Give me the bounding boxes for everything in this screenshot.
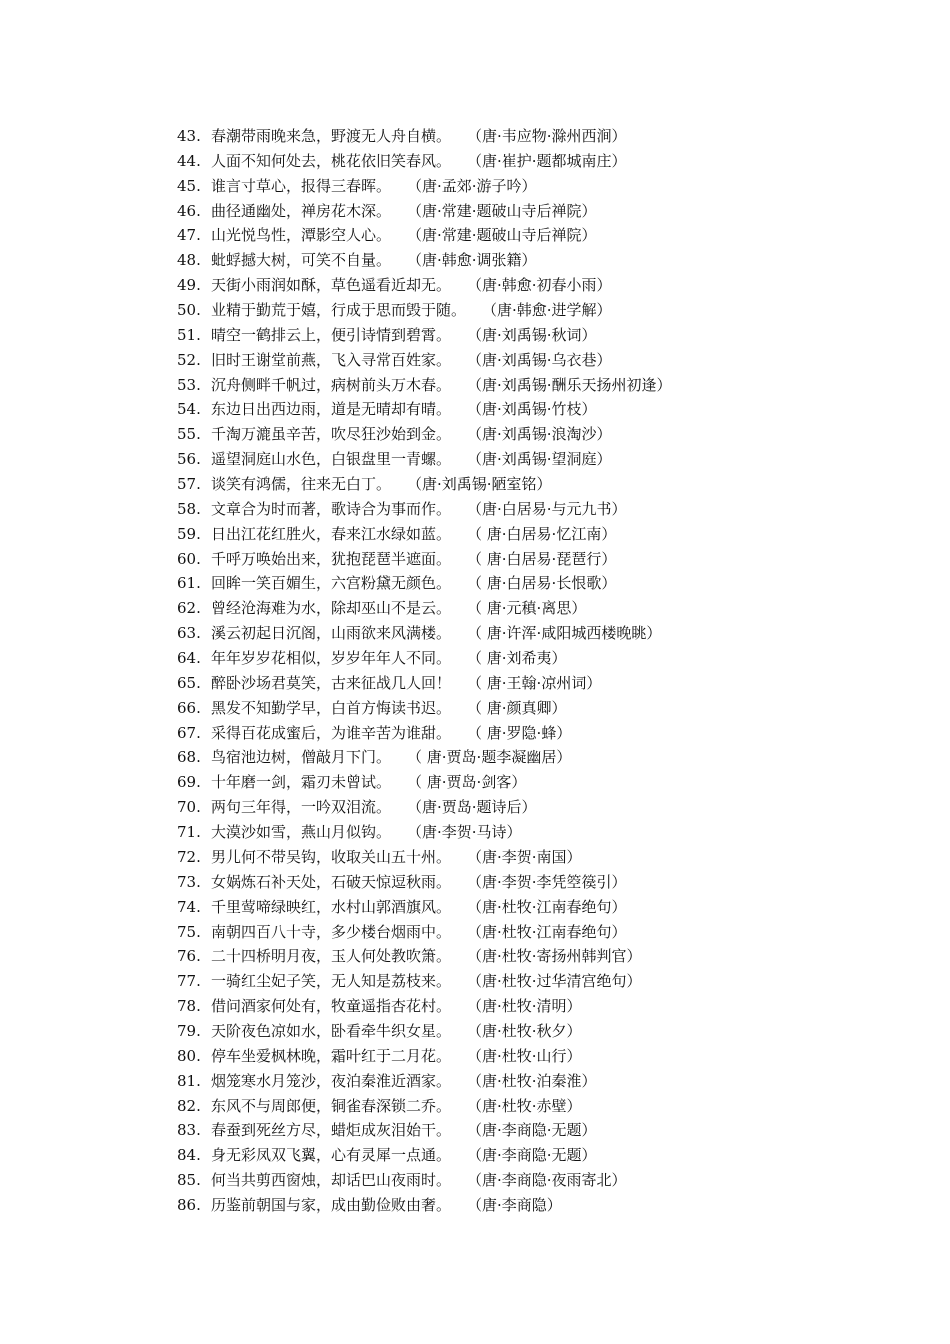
verse-text: 东边日出西边雨，道是无晴却有晴。 bbox=[211, 400, 452, 419]
verse-source: （唐·常建·题破山寺后禅院） bbox=[407, 226, 597, 245]
verse-source: （唐·杜牧·泊秦淮） bbox=[467, 1071, 597, 1090]
verse-source: （ 唐·白居易·长恨歌） bbox=[467, 574, 617, 593]
line-number: 86. bbox=[177, 1195, 201, 1214]
verse-source: （ 唐·元稹·离思） bbox=[467, 599, 587, 618]
verse-source: （唐·常建·题破山寺后禅院） bbox=[407, 201, 597, 220]
list-item bbox=[177, 646, 917, 671]
line-number: 70. bbox=[177, 798, 201, 817]
verse-source: （唐·杜牧·山行） bbox=[467, 1046, 582, 1065]
list-item bbox=[177, 795, 917, 820]
verse-text: 女娲炼石补天处，石破天惊逗秋雨。 bbox=[211, 872, 452, 891]
verse-text: 千里莺啼绿映红，水村山郭酒旗风。 bbox=[211, 897, 452, 916]
list-item bbox=[177, 472, 917, 497]
line-number: 66. bbox=[177, 698, 201, 717]
line-number: 63. bbox=[177, 624, 201, 643]
verse-source: （唐·李贺·南国） bbox=[467, 847, 582, 866]
list-item bbox=[177, 1118, 917, 1143]
verse-text: 春蚕到死丝方尽，蜡炬成灰泪始干。 bbox=[211, 1121, 452, 1140]
verse-text: 日出江花红胜火，春来江水绿如蓝。 bbox=[211, 524, 452, 543]
line-number: 59. bbox=[177, 524, 201, 543]
line-number: 83. bbox=[177, 1121, 201, 1140]
verse-source: （唐·刘禹锡·陋室铭） bbox=[407, 475, 552, 494]
verse-text: 天阶夜色凉如水，卧看牵牛织女星。 bbox=[211, 1021, 452, 1040]
list-item bbox=[177, 944, 917, 969]
line-number: 68. bbox=[177, 748, 201, 767]
list-item bbox=[177, 522, 917, 547]
list-item bbox=[177, 348, 917, 373]
verse-source: （唐·韩愈·调张籍） bbox=[407, 251, 537, 270]
list-item bbox=[177, 248, 917, 273]
verse-source: （唐·贾岛·题诗后） bbox=[407, 798, 537, 817]
list-item bbox=[177, 497, 917, 522]
line-number: 47. bbox=[177, 226, 201, 245]
line-number: 81. bbox=[177, 1071, 201, 1090]
verse-text: 曲径通幽处，禅房花木深。 bbox=[211, 201, 392, 220]
verse-text: 醉卧沙场君莫笑，古来征战几人回！ bbox=[211, 673, 452, 692]
verse-text: 谁言寸草心，报得三春晖。 bbox=[211, 176, 392, 195]
verse-source: （ 唐·许浑·咸阳城西楼晚眺） bbox=[467, 624, 662, 643]
verse-source: （唐·韦应物·滁州西涧） bbox=[467, 127, 627, 145]
verse-text: 溪云初起日沉阁，山雨欲来风满楼。 bbox=[211, 624, 452, 643]
list-item bbox=[177, 920, 917, 945]
verse-text: 男儿何不带吴钩，收取关山五十州。 bbox=[211, 847, 452, 866]
verse-text: 大漠沙如雪，燕山月似钩。 bbox=[211, 823, 392, 842]
verse-text: 蚍蜉撼大树，可笑不自量。 bbox=[211, 251, 392, 270]
verse-text: 东风不与周郎便，铜雀春深锁二乔。 bbox=[211, 1096, 452, 1115]
verse-text: 文章合为时而著，歌诗合为事而作。 bbox=[211, 499, 452, 518]
line-number: 46. bbox=[177, 201, 201, 220]
line-number: 50. bbox=[177, 301, 201, 320]
verse-text: 春潮带雨晚来急，野渡无人舟自横。 bbox=[211, 127, 452, 145]
verse-source: （ 唐·白居易·忆江南） bbox=[467, 524, 617, 543]
verse-source: （唐·白居易·与元九书） bbox=[467, 499, 627, 518]
verse-text: 山光悦鸟性，潭影空人心。 bbox=[211, 226, 392, 245]
list-item bbox=[177, 124, 917, 149]
list-item bbox=[177, 895, 917, 920]
list-item bbox=[177, 223, 917, 248]
verse-source: （唐·李商隐·夜雨寄北） bbox=[467, 1171, 627, 1190]
verse-source: （唐·韩愈·进学解） bbox=[482, 301, 612, 320]
line-number: 72. bbox=[177, 847, 201, 866]
verse-source: （唐·刘禹锡·望洞庭） bbox=[467, 450, 612, 469]
list-item bbox=[177, 1143, 917, 1168]
verse-source: （唐·杜牧·秋夕） bbox=[467, 1021, 582, 1040]
line-number: 64. bbox=[177, 649, 201, 668]
verse-source: （唐·孟郊·游子吟） bbox=[407, 176, 537, 195]
verse-text: 烟笼寒水月笼沙，夜泊秦淮近酒家。 bbox=[211, 1071, 452, 1090]
verse-source: （唐·李商隐） bbox=[467, 1195, 562, 1214]
verse-text: 年年岁岁花相似，岁岁年年人不同。 bbox=[211, 649, 452, 668]
verse-text: 二十四桥明月夜，玉人何处教吹箫。 bbox=[211, 947, 452, 966]
list-item bbox=[177, 422, 917, 447]
line-number: 57. bbox=[177, 475, 201, 494]
list-item bbox=[177, 199, 917, 224]
list-item bbox=[177, 671, 917, 696]
verse-source: （ 唐·颜真卿） bbox=[467, 698, 567, 717]
verse-source: （唐·刘禹锡·秋词） bbox=[467, 325, 597, 344]
line-number: 56. bbox=[177, 450, 201, 469]
list-item bbox=[177, 447, 917, 472]
verse-text: 十年磨一剑，霜刃未曾试。 bbox=[211, 773, 392, 792]
verse-text: 黑发不知勤学早，白首方悔读书迟。 bbox=[211, 698, 452, 717]
line-number: 75. bbox=[177, 922, 201, 941]
line-number: 54. bbox=[177, 400, 201, 419]
list-item bbox=[177, 994, 917, 1019]
list-item bbox=[177, 1193, 917, 1218]
verse-source: （唐·李贺·马诗） bbox=[407, 823, 522, 842]
verse-source: （唐·杜牧·清明） bbox=[467, 997, 582, 1016]
line-number: 55. bbox=[177, 425, 201, 444]
verse-text: 采得百花成蜜后，为谁辛苦为谁甜。 bbox=[211, 723, 452, 742]
verse-text: 遥望洞庭山水色，白银盘里一青螺。 bbox=[211, 450, 452, 469]
list-item bbox=[177, 721, 917, 746]
verse-text: 天街小雨润如酥，草色遥看近却无。 bbox=[211, 276, 452, 295]
line-number: 84. bbox=[177, 1146, 201, 1165]
verse-text: 业精于勤荒于嬉，行成于思而毁于随。 bbox=[211, 301, 467, 320]
verse-text: 历鉴前朝国与家，成由勤俭败由奢。 bbox=[211, 1195, 452, 1214]
list-item bbox=[177, 571, 917, 596]
list-item bbox=[177, 373, 917, 398]
list-item bbox=[177, 820, 917, 845]
list-item bbox=[177, 1094, 917, 1119]
list-item bbox=[177, 1069, 917, 1094]
verse-source: （唐·杜牧·赤壁） bbox=[467, 1096, 582, 1115]
list-item bbox=[177, 745, 917, 770]
list-item bbox=[177, 547, 917, 572]
list-item bbox=[177, 323, 917, 348]
list-item bbox=[177, 969, 917, 994]
line-number: 85. bbox=[177, 1171, 201, 1190]
list-item bbox=[177, 397, 917, 422]
line-number: 67. bbox=[177, 723, 201, 742]
verse-text: 旧时王谢堂前燕，飞入寻常百姓家。 bbox=[211, 350, 452, 369]
verse-source: （唐·杜牧·过华清宫绝句） bbox=[467, 972, 642, 991]
line-number: 45. bbox=[177, 176, 201, 195]
list-item bbox=[177, 1019, 917, 1044]
line-number: 60. bbox=[177, 549, 201, 568]
verse-source: （ 唐·贾岛·剑客） bbox=[407, 773, 527, 792]
verse-text: 回眸一笑百媚生，六宫粉黛无颜色。 bbox=[211, 574, 452, 593]
verse-source: （唐·李商隐·无题） bbox=[467, 1121, 597, 1140]
line-number: 43. bbox=[177, 127, 201, 145]
line-number: 69. bbox=[177, 773, 201, 792]
line-number: 79. bbox=[177, 1021, 201, 1040]
verse-source: （ 唐·白居易·琵琶行） bbox=[467, 549, 617, 568]
list-item bbox=[177, 298, 917, 323]
verse-source: （ 唐·刘希夷） bbox=[467, 649, 567, 668]
verse-source: （ 唐·王翰·凉州词） bbox=[467, 673, 602, 692]
line-number: 52. bbox=[177, 350, 201, 369]
line-number: 73. bbox=[177, 872, 201, 891]
verse-text: 鸟宿池边树，僧敲月下门。 bbox=[211, 748, 392, 767]
verse-text: 沉舟侧畔千帆过，病树前头万木春。 bbox=[211, 375, 452, 394]
line-number: 51. bbox=[177, 325, 201, 344]
line-number: 58. bbox=[177, 499, 201, 518]
line-number: 77. bbox=[177, 972, 201, 991]
verse-source: （唐·刘禹锡·竹枝） bbox=[467, 400, 597, 419]
list-item bbox=[177, 621, 917, 646]
line-number: 80. bbox=[177, 1046, 201, 1065]
line-number: 76. bbox=[177, 947, 201, 966]
line-number: 82. bbox=[177, 1096, 201, 1115]
line-number: 49. bbox=[177, 276, 201, 295]
verse-source: （唐·崔护·题都城南庄） bbox=[467, 151, 627, 170]
list-item bbox=[177, 1168, 917, 1193]
list-item bbox=[177, 174, 917, 199]
verse-source: （唐·韩愈·初春小雨） bbox=[467, 276, 612, 295]
verse-text: 人面不知何处去，桃花依旧笑春风。 bbox=[211, 151, 452, 170]
verse-source: （唐·刘禹锡·酬乐天扬州初逢） bbox=[467, 375, 672, 394]
line-number: 61. bbox=[177, 574, 201, 593]
poem-list bbox=[177, 124, 917, 1218]
verse-text: 千呼万唤始出来，犹抱琵琶半遮面。 bbox=[211, 549, 452, 568]
verse-text: 两句三年得，一吟双泪流。 bbox=[211, 798, 392, 817]
line-number: 44. bbox=[177, 151, 201, 170]
verse-source: （唐·杜牧·寄扬州韩判官） bbox=[467, 947, 642, 966]
line-number: 53. bbox=[177, 375, 201, 394]
line-number: 62. bbox=[177, 599, 201, 618]
list-item bbox=[177, 1044, 917, 1069]
line-number: 65. bbox=[177, 673, 201, 692]
verse-text: 南朝四百八十寺，多少楼台烟雨中。 bbox=[211, 922, 452, 941]
list-item bbox=[177, 696, 917, 721]
line-number: 74. bbox=[177, 897, 201, 916]
verse-source: （唐·刘禹锡·浪淘沙） bbox=[467, 425, 612, 444]
line-number: 78. bbox=[177, 997, 201, 1016]
verse-source: （唐·李商隐·无题） bbox=[467, 1146, 597, 1165]
line-number: 71. bbox=[177, 823, 201, 842]
verse-text: 晴空一鹤排云上，便引诗情到碧霄。 bbox=[211, 325, 452, 344]
verse-source: （唐·杜牧·江南春绝句） bbox=[467, 922, 627, 941]
verse-text: 何当共剪西窗烛，却话巴山夜雨时。 bbox=[211, 1171, 452, 1190]
verse-source: （ 唐·罗隐·蜂） bbox=[467, 723, 572, 742]
verse-text: 谈笑有鸿儒，往来无白丁。 bbox=[211, 475, 392, 494]
list-item bbox=[177, 770, 917, 795]
list-item bbox=[177, 845, 917, 870]
verse-source: （唐·杜牧·江南春绝句） bbox=[467, 897, 627, 916]
line-number: 48. bbox=[177, 251, 201, 270]
verse-text: 身无彩凤双飞翼，心有灵犀一点通。 bbox=[211, 1146, 452, 1165]
verse-text: 停车坐爱枫林晚，霜叶红于二月花。 bbox=[211, 1046, 452, 1065]
verse-source: （唐·刘禹锡·乌衣巷） bbox=[467, 350, 612, 369]
verse-source: （唐·李贺·李凭箜篌引） bbox=[467, 872, 627, 891]
verse-text: 曾经沧海难为水，除却巫山不是云。 bbox=[211, 599, 452, 618]
list-item bbox=[177, 596, 917, 621]
verse-source: （ 唐·贾岛·题李凝幽居） bbox=[407, 748, 572, 767]
verse-text: 借问酒家何处有，牧童遥指杏花村。 bbox=[211, 997, 452, 1016]
verse-text: 一骑红尘妃子笑，无人知是荔枝来。 bbox=[211, 972, 452, 991]
list-item bbox=[177, 273, 917, 298]
verse-text: 千淘万漉虽辛苦，吹尽狂沙始到金。 bbox=[211, 425, 452, 444]
list-item bbox=[177, 870, 917, 895]
list-item bbox=[177, 149, 917, 174]
